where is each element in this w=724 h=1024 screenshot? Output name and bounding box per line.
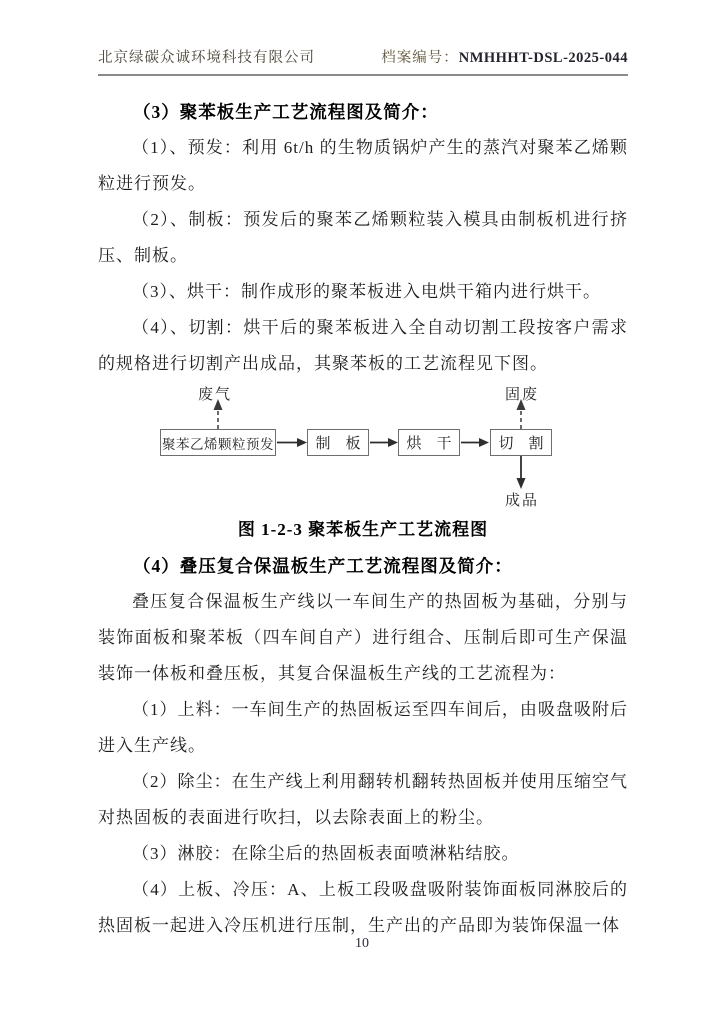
- company-name: 北京绿碳众诚环境科技有限公司: [98, 50, 315, 66]
- flow-label-product: 成品: [505, 493, 540, 509]
- paragraph-cold-pressing: （4）上板、冷压：A、上板工段吸盘吸附装饰面板同淋胶后的热固板一起进入冷压机进行压制，生产出的产品即为装饰保温一体: [98, 880, 628, 935]
- paragraph-board-making: （2）、制板：预发后的聚苯乙烯颗粒装入模具由制板机进行挤压、制板。: [98, 210, 628, 265]
- flow-box-cutting: 切 割: [490, 429, 552, 456]
- archive-number-label: 档案编号：: [381, 50, 459, 66]
- process-flow-diagram: [98, 383, 628, 511]
- paragraph-glue-spraying: （3）淋胶：在除尘后的热固板表面喷淋粘结胶。: [132, 844, 520, 863]
- flow-box-pre-expansion: 聚苯乙烯颗粒预发: [160, 429, 276, 456]
- flow-box-board-making: 制 板: [307, 429, 369, 456]
- page-header: [98, 46, 628, 76]
- archive-number-value: NMHHHT-DSL-2025-044: [458, 50, 628, 66]
- paragraph-pre-expansion: （1）、预发：利用 6t/h 的生物质锅炉产生的蒸汽对聚苯乙烯颗粒进行预发。: [98, 138, 628, 193]
- section-heading-3: （3）聚苯板生产工艺流程图及简介：: [133, 102, 439, 122]
- archive-number: [381, 46, 628, 67]
- document-body: [98, 94, 628, 944]
- section-heading-4: （4）叠压复合保温板生产工艺流程图及简介：: [133, 556, 513, 576]
- flow-label-solid-waste: 固废: [505, 387, 540, 403]
- paragraph-laminated-intro: 叠压复合保温板生产线以一车间生产的热固板为基础，分别与装饰面板和聚苯板（四车间自产）进行组合、压制后即可生产保温装饰一体板和叠压板，其复合保温板生产线的工艺流程为：: [98, 592, 628, 683]
- page-number: 10: [355, 936, 369, 951]
- paragraph-loading: （1）上料：一车间生产的热固板运至四车间后，由吸盘吸附后进入生产线。: [98, 700, 628, 755]
- paragraph-cutting: （4）、切割：烘干后的聚苯板进入全自动切割工段按客户需求的规格进行切割产出成品，其聚苯板的工艺流程见下图。: [98, 318, 628, 373]
- paragraph-drying: （3）、烘干：制作成形的聚苯板进入电烘干箱内进行烘干。: [132, 282, 601, 301]
- flow-label-waste-gas: 废气: [198, 387, 233, 403]
- paragraph-dust-removal: （2）除尘：在生产线上利用翻转机翻转热固板并使用压缩空气对热固板的表面进行吹扫，以去除表面上的粉尘。: [98, 772, 628, 827]
- figure-caption: 图 1-2-3 聚苯板生产工艺流程图: [237, 520, 489, 539]
- flow-box-drying: 烘 干: [398, 429, 460, 456]
